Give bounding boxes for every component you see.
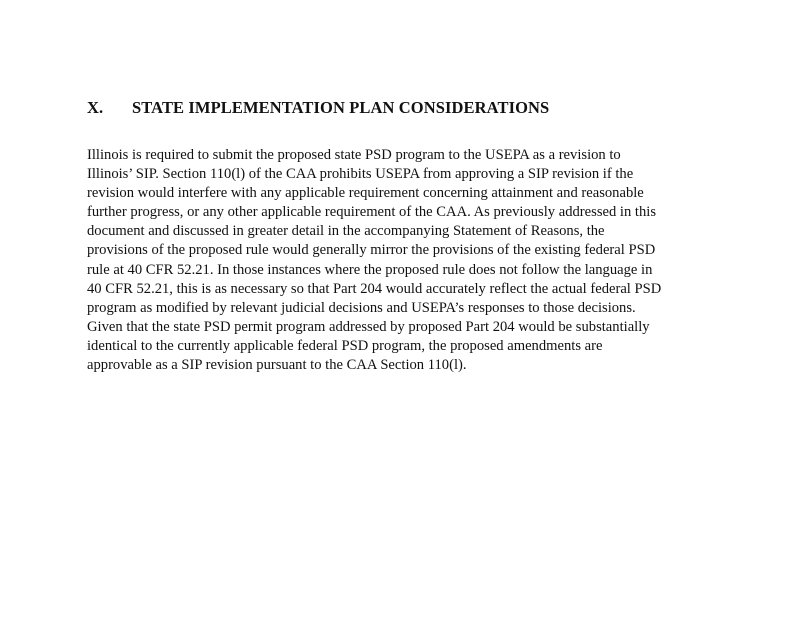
- section-heading: [87, 98, 549, 118]
- section-number: X.: [87, 98, 104, 117]
- paragraph-line: rule at 40 CFR 52.21. In those instances where the proposed rule does not follow the language in: [87, 261, 653, 278]
- paragraph-line: identical to the currently applicable federal PSD program, the proposed amendments are: [87, 337, 603, 354]
- section-title: STATE IMPLEMENTATION PLAN CONSIDERATIONS: [132, 98, 550, 117]
- paragraph-line: Illinois’ SIP. Section 110(l) of the CAA prohibits USEPA from approving a SIP revision if the: [87, 166, 634, 183]
- paragraph-line: program as modified by relevant judicial decisions and USEPA’s responses to those decisions.: [87, 299, 636, 316]
- body-paragraph: [87, 146, 717, 375]
- paragraph-line: Illinois is required to submit the proposed state PSD program to the USEPA as a revision to: [87, 147, 621, 163]
- paragraph-line: revision would interfere with any applicable requirement concerning attainment and reasonable: [87, 185, 644, 202]
- paragraph-line: document and discussed in greater detail in the accompanying Statement of Reasons, the: [87, 223, 605, 240]
- paragraph-line: further progress, or any other applicable requirement of the CAA. As previously addressed in this: [87, 204, 657, 221]
- paragraph-line: approvable as a SIP revision pursuant to the CAA Section 110(l).: [87, 357, 467, 374]
- paragraph-line: provisions of the proposed rule would generally mirror the provisions of the existing federal PSD: [87, 242, 656, 259]
- paragraph-line: 40 CFR 52.21, this is as necessary so that Part 204 would accurately reflect the actual federal PSD: [87, 280, 662, 297]
- paragraph-line: Given that the state PSD permit program addressed by proposed Part 204 would be substantially: [87, 318, 650, 335]
